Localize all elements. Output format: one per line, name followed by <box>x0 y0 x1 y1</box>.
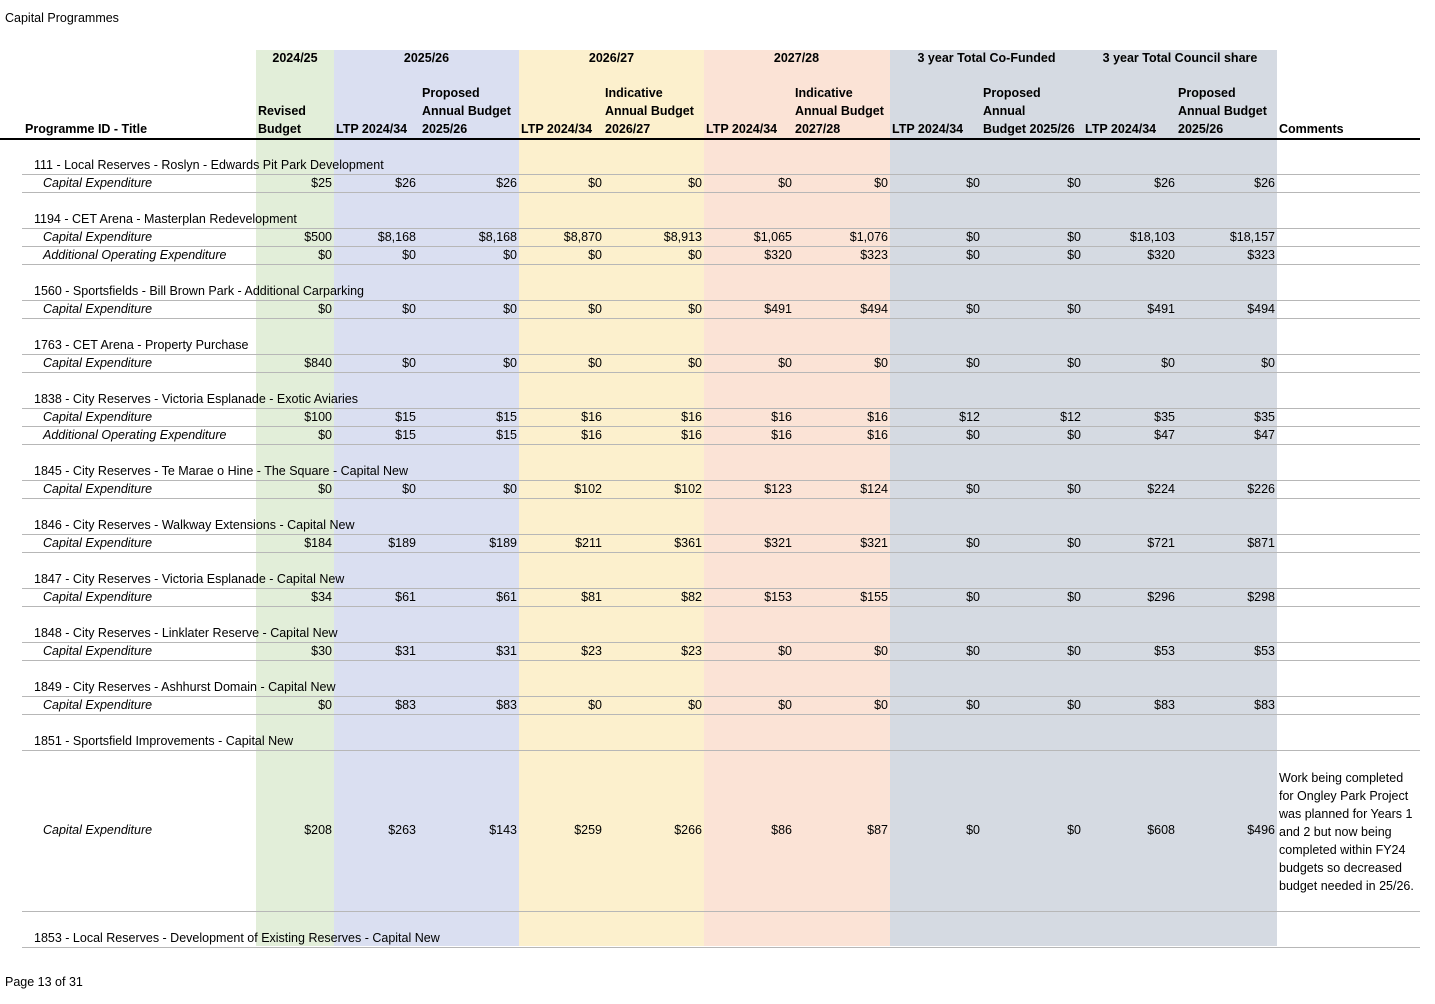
expenditure-row <box>22 355 1420 373</box>
line-item-label: Capital Expenditure <box>43 698 153 712</box>
value-cell: $0 <box>1067 176 1081 190</box>
value-cell: $211 <box>575 536 602 550</box>
value-cell: $496 <box>1247 823 1275 837</box>
value-cell: $18,157 <box>1229 230 1275 244</box>
col-header-council-ltp: LTP 2024/34 <box>1085 122 1157 136</box>
col-header-proposed-2025-26: Proposed Annual Budget 2025/26 <box>422 86 511 136</box>
programme-title-row <box>0 337 1420 355</box>
value-cell: $155 <box>860 590 888 604</box>
document-title: Capital Programmes <box>5 11 119 25</box>
value-cell: $87 <box>867 823 888 837</box>
value-cell: $61 <box>395 590 416 604</box>
line-item-label: Capital Expenditure <box>43 482 153 496</box>
programme-title: 1849 - City Reserves - Ashhurst Domain - Capital New <box>34 680 336 694</box>
line-item-label: Capital Expenditure <box>43 410 153 424</box>
programme-title-row <box>0 930 1420 948</box>
value-cell: $320 <box>764 248 792 262</box>
value-cell: $0 <box>966 536 980 550</box>
value-cell: $83 <box>1254 698 1275 712</box>
value-cell: $16 <box>681 410 702 424</box>
value-cell: $23 <box>581 644 602 658</box>
expenditure-row <box>22 643 1420 661</box>
value-cell: $0 <box>688 698 702 712</box>
col-header-ltp-2025-26: LTP 2024/34 <box>336 122 408 136</box>
comment-text: Work being completed for Ongley Park Project was planned for Years 1 and 2 but now being completed within FY24 budgets so decreased budget needed in 25/26. <box>1279 771 1414 893</box>
value-cell: $298 <box>1247 590 1275 604</box>
value-cell: $0 <box>778 176 792 190</box>
value-cell: $323 <box>1247 248 1275 262</box>
value-cell: $0 <box>688 176 702 190</box>
value-cell: $871 <box>1247 536 1275 550</box>
value-cell: $0 <box>318 428 332 442</box>
value-cell: $0 <box>966 428 980 442</box>
value-cell: $0 <box>503 356 517 370</box>
line-item-label: Capital Expenditure <box>43 302 153 316</box>
value-cell: $16 <box>581 428 602 442</box>
value-cell: $8,168 <box>377 230 416 244</box>
value-cell: $0 <box>874 176 888 190</box>
value-cell: $16 <box>867 410 888 424</box>
value-cell: $15 <box>395 410 416 424</box>
programme-title-row <box>0 517 1420 535</box>
value-cell: $34 <box>311 590 332 604</box>
expenditure-row <box>22 247 1420 265</box>
group-header-3yr-council-share: 3 year Total Council share <box>1102 51 1258 65</box>
value-cell: $86 <box>771 823 792 837</box>
programme-title: 1851 - Sportsfield Improvements - Capital New <box>34 734 294 748</box>
col-header-programme: Programme ID - Title <box>25 122 148 136</box>
page-number: Page 13 of 31 <box>5 975 83 989</box>
expenditure-row <box>22 301 1420 319</box>
value-cell: $102 <box>674 482 702 496</box>
value-cell: $0 <box>1067 482 1081 496</box>
value-cell: $321 <box>860 536 888 550</box>
expenditure-row <box>22 751 1420 912</box>
col-header-cofunded-proposed: Proposed Annual Budget 2025/26 <box>983 86 1075 136</box>
value-cell: $30 <box>311 644 332 658</box>
value-cell: $320 <box>1147 248 1175 262</box>
col-header-cofunded-ltp: LTP 2024/34 <box>892 122 964 136</box>
value-cell: $26 <box>496 176 517 190</box>
value-cell: $224 <box>1147 482 1175 496</box>
value-cell: $83 <box>496 698 517 712</box>
expenditure-row <box>22 229 1420 247</box>
value-cell: $82 <box>681 590 702 604</box>
col-header-ltp-2026-27: LTP 2024/34 <box>521 122 593 136</box>
value-cell: $0 <box>966 248 980 262</box>
value-cell: $12 <box>959 410 980 424</box>
programme-title-row <box>0 211 1420 229</box>
value-cell: $0 <box>966 482 980 496</box>
value-cell: $31 <box>496 644 517 658</box>
value-cell: $26 <box>1254 176 1275 190</box>
value-cell: $1,065 <box>753 230 792 244</box>
group-header-2024-25: 2024/25 <box>272 51 318 65</box>
value-cell: $83 <box>395 698 416 712</box>
value-cell: $0 <box>318 698 332 712</box>
row-divider <box>22 947 1420 948</box>
value-cell: $500 <box>304 230 332 244</box>
line-item-label: Capital Expenditure <box>43 823 153 837</box>
value-cell: $124 <box>860 482 888 496</box>
value-cell: $102 <box>574 482 602 496</box>
value-cell: $0 <box>1161 356 1175 370</box>
value-cell: $83 <box>1154 698 1175 712</box>
value-cell: $0 <box>588 698 602 712</box>
value-cell: $0 <box>1067 230 1081 244</box>
value-cell: $491 <box>1147 302 1175 316</box>
value-cell: $16 <box>867 428 888 442</box>
expenditure-row <box>22 175 1420 193</box>
value-cell: $8,870 <box>563 230 602 244</box>
value-cell: $321 <box>764 536 792 550</box>
programme-title: 1763 - CET Arena - Property Purchase <box>34 338 249 352</box>
programme-title-row <box>0 391 1420 409</box>
col-header-indicative-2027-28: Indicative Annual Budget 2027/28 <box>795 86 884 136</box>
programme-title: 1845 - City Reserves - Te Marae o Hine - The Square - Capital New <box>34 464 409 478</box>
value-cell: $0 <box>318 482 332 496</box>
value-cell: $61 <box>496 590 517 604</box>
value-cell: $0 <box>402 248 416 262</box>
value-cell: $53 <box>1254 644 1275 658</box>
line-item-label: Capital Expenditure <box>43 230 153 244</box>
value-cell: $494 <box>860 302 888 316</box>
value-cell: $0 <box>966 176 980 190</box>
value-cell: $0 <box>874 698 888 712</box>
value-cell: $0 <box>1067 428 1081 442</box>
programme-title: 1194 - CET Arena - Masterplan Redevelopment <box>34 212 297 226</box>
value-cell: $0 <box>874 356 888 370</box>
line-item-label: Capital Expenditure <box>43 536 153 550</box>
value-cell: $0 <box>503 248 517 262</box>
value-cell: $0 <box>588 176 602 190</box>
value-cell: $0 <box>588 356 602 370</box>
value-cell: $0 <box>1067 302 1081 316</box>
value-cell: $0 <box>402 356 416 370</box>
value-cell: $12 <box>1060 410 1081 424</box>
value-cell: $0 <box>503 302 517 316</box>
value-cell: $0 <box>874 644 888 658</box>
value-cell: $53 <box>1154 644 1175 658</box>
value-cell: $0 <box>1067 356 1081 370</box>
value-cell: $189 <box>489 536 517 550</box>
value-cell: $608 <box>1147 823 1175 837</box>
value-cell: $323 <box>860 248 888 262</box>
group-header-3yr-cofunded: 3 year Total Co-Funded <box>917 51 1056 65</box>
col-header-revised-budget: Revised Budget <box>258 104 306 136</box>
value-cell: $0 <box>1067 644 1081 658</box>
value-cell: $0 <box>1261 356 1275 370</box>
value-cell: $0 <box>966 823 980 837</box>
programme-title: 111 - Local Reserves - Roslyn - Edwards Pit Park Development <box>34 158 384 172</box>
value-cell: $47 <box>1154 428 1175 442</box>
value-cell: $81 <box>581 590 602 604</box>
programme-title-row <box>0 463 1420 481</box>
group-header-2025-26: 2025/26 <box>403 51 450 65</box>
col-header-comments: Comments <box>1279 122 1344 136</box>
programme-title-row <box>0 571 1420 589</box>
col-header-council-proposed: Proposed Annual Budget 2025/26 <box>1178 86 1267 136</box>
programme-title-row <box>0 283 1420 301</box>
programme-title-row <box>0 679 1420 697</box>
programme-title: 1560 - Sportsfields - Bill Brown Park - Additional Carparking <box>34 284 365 298</box>
header-rule <box>0 138 1420 140</box>
value-cell: $1,076 <box>849 230 888 244</box>
value-cell: $0 <box>966 590 980 604</box>
programme-title-row <box>0 625 1420 643</box>
programme-title: 1848 - City Reserves - Linklater Reserve - Capital New <box>34 626 338 640</box>
value-cell: $0 <box>688 248 702 262</box>
value-cell: $491 <box>764 302 792 316</box>
value-cell: $0 <box>1067 248 1081 262</box>
programme-title-row <box>0 733 1420 751</box>
line-item-label: Capital Expenditure <box>43 644 153 658</box>
value-cell: $189 <box>388 536 416 550</box>
value-cell: $0 <box>966 644 980 658</box>
value-cell: $0 <box>966 302 980 316</box>
value-cell: $494 <box>1247 302 1275 316</box>
value-cell: $0 <box>588 248 602 262</box>
programme-title-row <box>0 157 1420 175</box>
value-cell: $35 <box>1154 410 1175 424</box>
value-cell: $0 <box>1067 590 1081 604</box>
expenditure-row <box>22 427 1420 445</box>
expenditure-row <box>22 697 1420 715</box>
line-item-label: Capital Expenditure <box>43 356 153 370</box>
line-item-label: Capital Expenditure <box>43 590 153 604</box>
value-cell: $18,103 <box>1129 230 1175 244</box>
value-cell: $0 <box>966 698 980 712</box>
value-cell: $0 <box>402 302 416 316</box>
group-header-2026-27: 2026/27 <box>588 51 635 65</box>
value-cell: $0 <box>688 356 702 370</box>
col-header-indicative-2026-27: Indicative Annual Budget 2026/27 <box>605 86 694 136</box>
value-cell: $263 <box>388 823 416 837</box>
value-cell: $123 <box>764 482 792 496</box>
value-cell: $0 <box>318 302 332 316</box>
line-item-label: Capital Expenditure <box>43 176 153 190</box>
group-header-2027-28: 2027/28 <box>773 51 820 65</box>
value-cell: $0 <box>1067 536 1081 550</box>
value-cell: $0 <box>688 302 702 316</box>
value-cell: $0 <box>402 482 416 496</box>
value-cell: $0 <box>318 248 332 262</box>
line-item-label: Additional Operating Expenditure <box>43 248 227 262</box>
value-cell: $47 <box>1254 428 1275 442</box>
value-cell: $100 <box>304 410 332 424</box>
programme-title: 1853 - Local Reserves - Development of Existing Reserves - Capital New <box>34 931 440 945</box>
value-cell: $721 <box>1147 536 1175 550</box>
value-cell: $143 <box>489 823 517 837</box>
value-cell: $0 <box>778 644 792 658</box>
value-cell: $840 <box>304 356 332 370</box>
value-cell: $226 <box>1247 482 1275 496</box>
expenditure-row <box>22 481 1420 499</box>
value-cell: $35 <box>1254 410 1275 424</box>
expenditure-row <box>22 535 1420 553</box>
value-cell: $16 <box>771 410 792 424</box>
value-cell: $361 <box>674 536 702 550</box>
expenditure-row <box>22 409 1420 427</box>
value-cell: $16 <box>771 428 792 442</box>
value-cell: $0 <box>588 302 602 316</box>
value-cell: $259 <box>574 823 602 837</box>
value-cell: $208 <box>304 823 332 837</box>
value-cell: $25 <box>311 176 332 190</box>
expenditure-row <box>22 589 1420 607</box>
value-cell: $15 <box>496 410 517 424</box>
value-cell: $0 <box>966 356 980 370</box>
value-cell: $0 <box>1067 823 1081 837</box>
value-cell: $0 <box>966 230 980 244</box>
value-cell: $26 <box>395 176 416 190</box>
value-cell: $0 <box>503 482 517 496</box>
value-cell: $23 <box>681 644 702 658</box>
programme-title: 1846 - City Reserves - Walkway Extensions - Capital New <box>34 518 355 532</box>
value-cell: $16 <box>681 428 702 442</box>
value-cell: $16 <box>581 410 602 424</box>
programme-title: 1847 - City Reserves - Victoria Esplanade - Capital New <box>34 572 345 586</box>
value-cell: $0 <box>778 698 792 712</box>
value-cell: $184 <box>304 536 332 550</box>
programme-title: 1838 - City Reserves - Victoria Esplanade - Exotic Aviaries <box>34 392 358 406</box>
value-cell: $266 <box>674 823 702 837</box>
value-cell: $15 <box>496 428 517 442</box>
value-cell: $15 <box>395 428 416 442</box>
value-cell: $296 <box>1147 590 1175 604</box>
value-cell: $26 <box>1154 176 1175 190</box>
value-cell: $153 <box>764 590 792 604</box>
value-cell: $0 <box>778 356 792 370</box>
value-cell: $8,913 <box>663 230 702 244</box>
value-cell: $8,168 <box>478 230 517 244</box>
line-item-label: Additional Operating Expenditure <box>43 428 227 442</box>
value-cell: $0 <box>1067 698 1081 712</box>
col-header-ltp-2027-28: LTP 2024/34 <box>706 122 778 136</box>
value-cell: $31 <box>395 644 416 658</box>
